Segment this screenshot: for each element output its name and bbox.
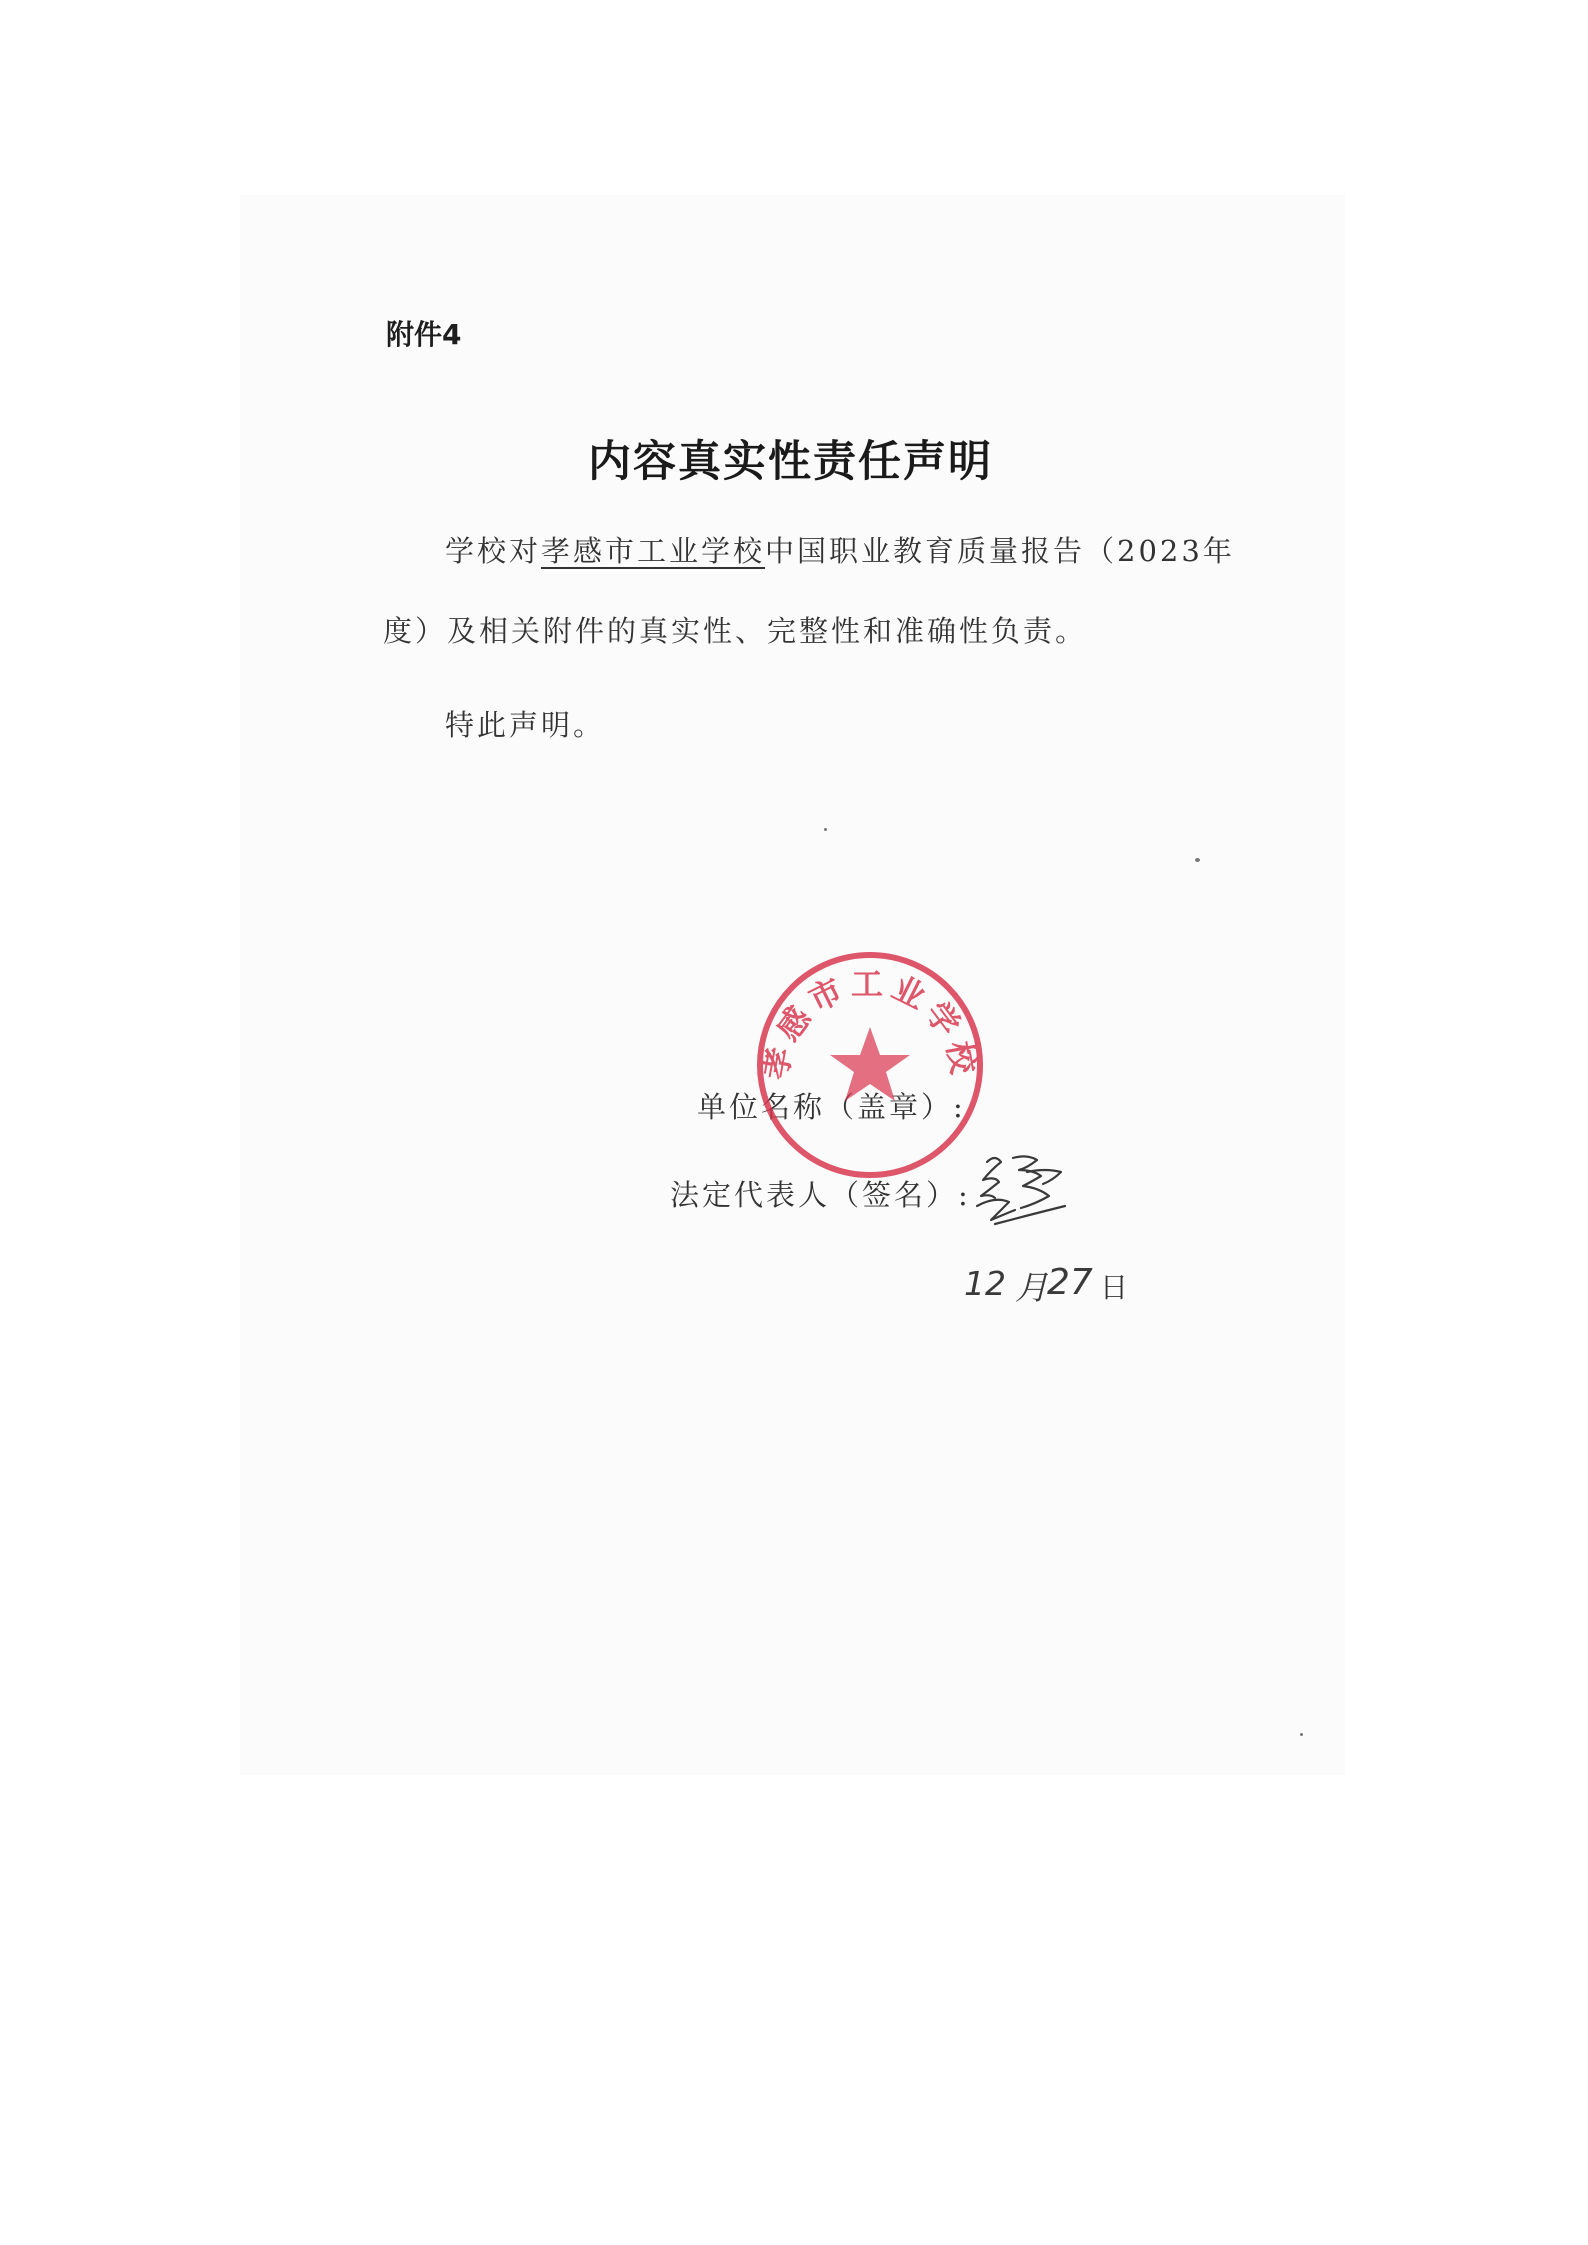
school-name: 孝感市工业学校 [541, 534, 766, 568]
date-month: 12 [964, 1264, 1006, 1303]
seal-star-icon [830, 1027, 910, 1101]
date-day: 27 [1047, 1262, 1093, 1303]
statement-paragraph [445, 529, 1235, 570]
paragraph-suffix: 中国职业教育质量报告（2023年 [765, 534, 1235, 568]
document-title: 内容真实性责任声明 [588, 437, 993, 487]
closing-statement: 特此声明。 [445, 708, 606, 742]
seal-text: 孝感市工业学校 [756, 964, 984, 1083]
statement-paragraph-continued: 度）及相关附件的真实性、完整性和准确性负责。 [383, 614, 1088, 648]
official-seal [750, 945, 990, 1185]
unit-name-label: 单位名称（盖章）: [697, 1090, 966, 1124]
handwritten-signature [965, 1150, 1080, 1230]
scan-speck [824, 828, 827, 831]
scan-speck [1300, 1733, 1303, 1736]
scan-speck [1195, 858, 1200, 862]
legal-representative-label: 法定代表人（签名）: [670, 1178, 971, 1212]
date-month-char: 月 [1015, 1268, 1048, 1307]
paragraph-prefix: 学校对 [445, 534, 542, 568]
date-day-char: 日 [1100, 1271, 1129, 1304]
attachment-label: 附件4 [386, 318, 462, 351]
